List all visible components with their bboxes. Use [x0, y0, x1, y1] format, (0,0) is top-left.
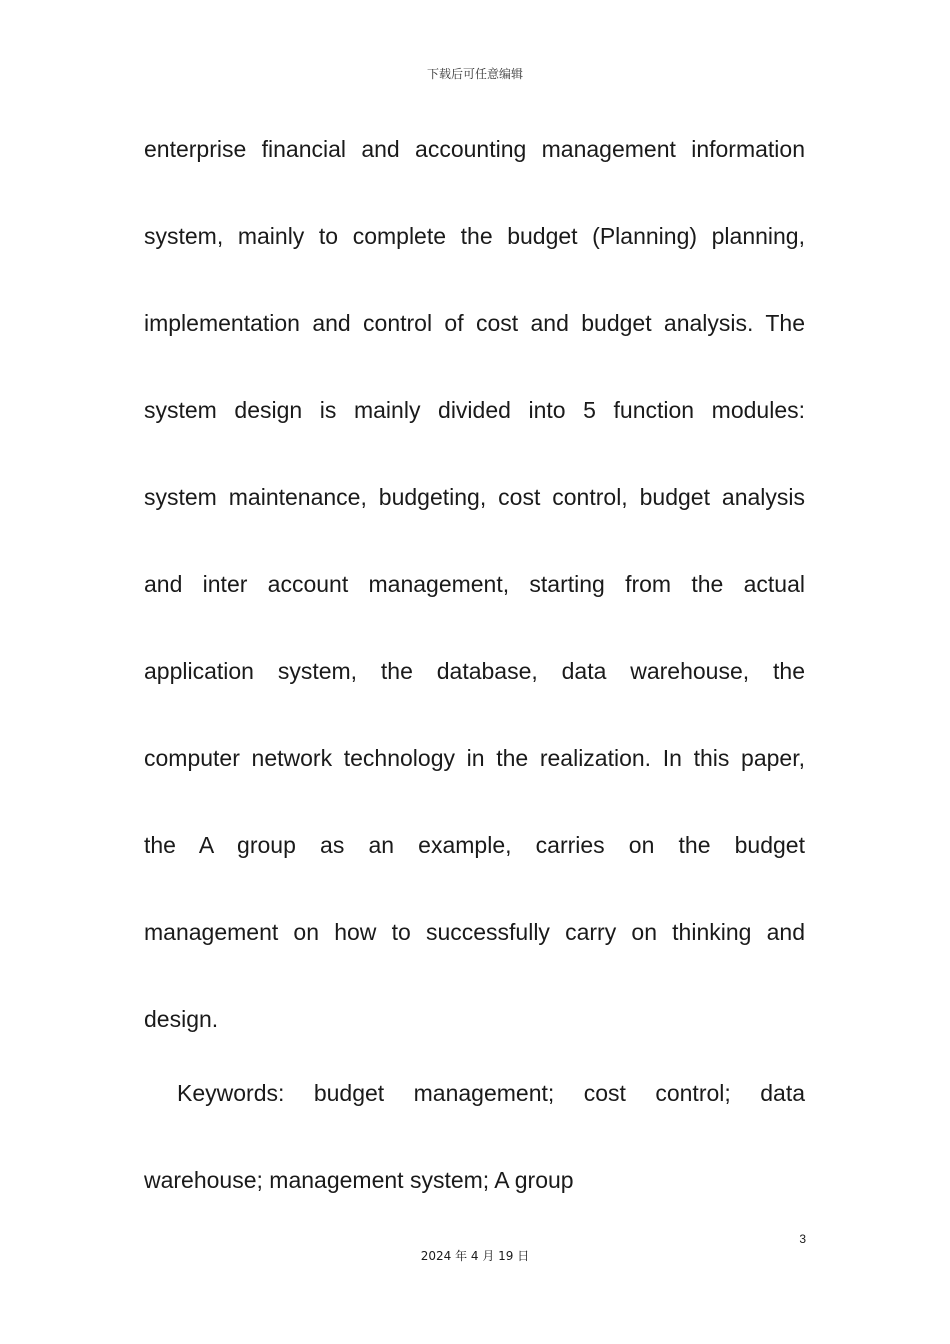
header-text: 下载后可任意编辑 [426, 67, 523, 81]
text-line: design. [144, 1006, 219, 1032]
abstract-paragraph [144, 106, 805, 1063]
text-line: system, mainly to complete the budget (Planning) planning, [144, 223, 805, 249]
text-line: enterprise financial and accounting management information [144, 136, 805, 162]
text-line: computer network technology in the realization. In this paper, [144, 745, 805, 771]
text-line: application system, the database, data warehouse, the [144, 658, 805, 684]
text-line: the A group as an example, carries on the budget [144, 832, 805, 858]
keywords-paragraph [144, 1050, 805, 1224]
footer-date: 2024 年 4 月 19 日 [420, 1249, 530, 1263]
text-line: management on how to successfully carry on thinking and [144, 919, 805, 945]
keywords-line: Keywords: budget management; cost control; data [177, 1080, 805, 1106]
page-number: 3 [799, 1232, 806, 1246]
text-line: and inter account management, starting from the actual [144, 571, 805, 597]
page-header [0, 64, 950, 84]
text-line: system design is mainly divided into 5 function modules: [144, 397, 805, 423]
text-line: system maintenance, budgeting, cost control, budget analysis [144, 484, 805, 510]
text-line: implementation and control of cost and budget analysis. The [144, 310, 805, 336]
keywords-line: warehouse; management system; A group [144, 1167, 574, 1193]
